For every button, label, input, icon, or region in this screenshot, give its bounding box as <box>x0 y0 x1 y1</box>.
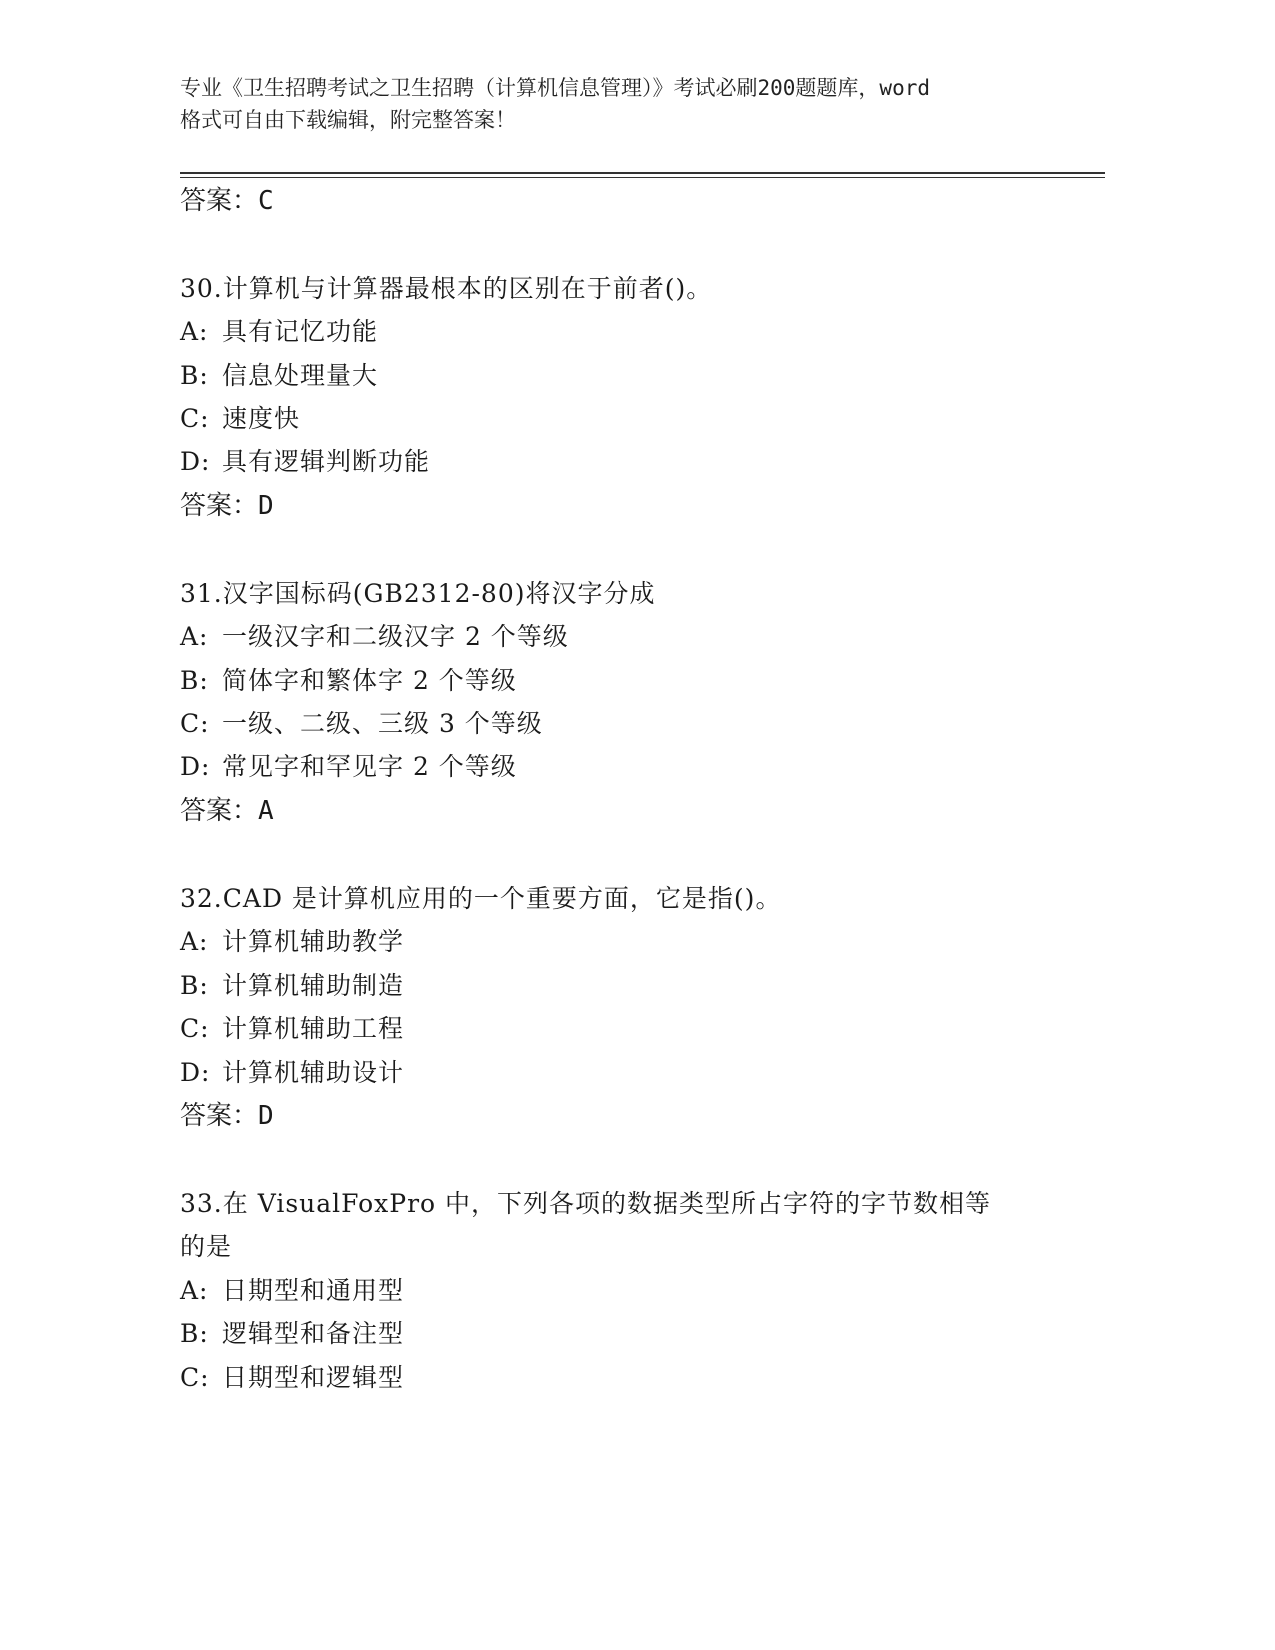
answer-value: C <box>258 186 274 216</box>
option-text: 具有逻辑判断功能 <box>222 447 431 476</box>
header-divider <box>180 172 1105 174</box>
option-text: 常见字和罕见字 2 个等级 <box>222 752 517 781</box>
option-letter: A: <box>180 317 209 346</box>
option-text: 简体字和繁体字 2 个等级 <box>222 666 517 695</box>
answer-value: A <box>258 796 274 826</box>
option-text: 日期型和逻辑型 <box>222 1363 405 1392</box>
document-header <box>180 72 1060 136</box>
option-letter: B: <box>180 361 209 390</box>
option-letter: B: <box>180 971 209 1000</box>
option-text: 计算机辅助制造 <box>222 971 405 1000</box>
option-c <box>180 1012 404 1046</box>
option-a <box>180 925 404 959</box>
option-b <box>180 664 517 698</box>
option-b <box>180 969 404 1003</box>
option-text: 计算机辅助工程 <box>222 1014 405 1043</box>
answer-line <box>180 184 274 218</box>
answer-label: 答案： <box>180 796 259 826</box>
option-d <box>180 750 517 784</box>
option-text: 信息处理量大 <box>222 361 379 390</box>
option-text: 速度快 <box>222 404 301 433</box>
option-text: 逻辑型和备注型 <box>222 1319 405 1348</box>
option-c <box>180 402 300 436</box>
question-stem: 33.在 VisualFoxPro 中，下列各项的数据类型所占字符的字节数相等 <box>180 1189 992 1218</box>
option-text: 具有记忆功能 <box>222 317 379 346</box>
option-letter: C: <box>180 709 210 738</box>
answer-label: 答案： <box>180 1101 259 1131</box>
header-line-1: 专业《卫生招聘考试之卫生招聘（计算机信息管理）》考试必刷200题题库，word <box>180 76 930 100</box>
option-c <box>180 707 543 741</box>
option-letter: C: <box>180 404 210 433</box>
header-divider-thin <box>180 177 1105 178</box>
header-line-2: 格式可自由下载编辑，附完整答案！ <box>180 108 516 132</box>
option-letter: A: <box>180 927 209 956</box>
option-letter: C: <box>180 1014 210 1043</box>
option-b <box>180 1317 404 1351</box>
question-stem-continued: 的是 <box>180 1232 233 1261</box>
option-letter: D: <box>180 447 211 476</box>
option-text: 计算机辅助设计 <box>222 1058 405 1087</box>
answer-line <box>180 1099 274 1133</box>
option-text: 一级、二级、三级 3 个等级 <box>222 709 543 738</box>
option-a <box>180 315 378 349</box>
answer-value: D <box>258 491 274 521</box>
option-a <box>180 1274 404 1308</box>
option-letter: C: <box>180 1363 210 1392</box>
option-text: 计算机辅助教学 <box>222 927 405 956</box>
option-letter: A: <box>180 1276 209 1305</box>
option-b <box>180 359 378 393</box>
answer-line <box>180 794 274 828</box>
option-letter: B: <box>180 1319 209 1348</box>
answer-line <box>180 489 274 523</box>
answer-label: 答案： <box>180 491 259 521</box>
option-c <box>180 1361 404 1395</box>
option-letter: D: <box>180 752 211 781</box>
option-letter: D: <box>180 1058 211 1087</box>
question-stem: 31.汉字国标码(GB2312-80)将汉字分成 <box>180 579 656 608</box>
answer-label: 答案： <box>180 186 259 216</box>
option-text: 一级汉字和二级汉字 2 个等级 <box>222 622 569 651</box>
question-stem: 32.CAD 是计算机应用的一个重要方面，它是指()。 <box>180 884 782 913</box>
question-stem: 30.计算机与计算器最根本的区别在于前者()。 <box>180 274 713 303</box>
option-a <box>180 620 569 654</box>
answer-value: D <box>258 1101 274 1131</box>
option-letter: B: <box>180 666 209 695</box>
option-letter: A: <box>180 622 209 651</box>
option-d <box>180 445 430 479</box>
option-text: 日期型和通用型 <box>222 1276 405 1305</box>
option-d <box>180 1056 404 1090</box>
